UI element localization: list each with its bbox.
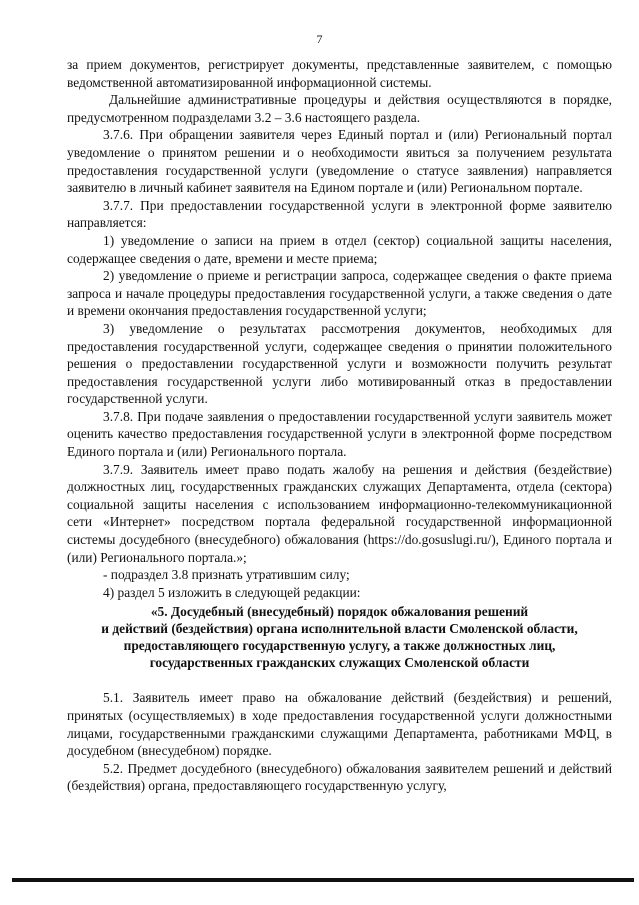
- list-item: 1) уведомление о записи на прием в отдел (сектор) социальной защиты населения, содержащее сведения о дате, времени и месте приема;: [67, 232, 612, 266]
- spacer: [67, 671, 612, 689]
- paragraph: 3.7.7. При предоставлении государственной услуги в электронной форме заявителю направляется:: [67, 197, 612, 231]
- bottom-rule: [12, 878, 634, 882]
- section-heading: [67, 603, 612, 671]
- paragraph: 4) раздел 5 изложить в следующей редакции:: [103, 584, 361, 600]
- heading-line: «5. Досудебный (внесудебный) порядок обжалования решений: [150, 604, 529, 620]
- paragraph: 5.2. Предмет досудебного (внесудебного) обжалования заявителем решений и действий (бездействия) органа, предоставляющего государственную услугу,: [67, 760, 612, 794]
- paragraph: 3.7.9. Заявитель имеет право подать жалобу на решения и действия (бездействие) должностных лиц, государственных гражданских служащих Департамента, отдела (сектора) социальной защиты населения с использованием информационно-телекоммуникационной сети «Интернет» посредством портала федеральной государственной информационной системы досудебного (внесудебного) обжалования (https://do.gosuslugi.ru/), Единого портала и (или) Регионального портала.»;: [67, 461, 612, 565]
- list-item: 3) уведомление о результатах рассмотрения документов, необходимых для предоставления государственной услуги, содержащее сведения о принятии положительного решения о предоставлении государственной услуги и возможности получить результат предоставления государственной услуги либо мотивированный отказ в предоставлении государственной услуги.: [67, 320, 612, 407]
- paragraph: 5.1. Заявитель имеет право на обжалование действий (бездействия) и решений, принятых (осуществляемых) в ходе предоставления государственной услуги должностными лицами, государственными гражданскими служащими Департамента, работниками МФЦ, в досудебном (внесудебном) порядке.: [67, 690, 612, 759]
- paragraph: за прием документов, регистрирует документы, представленные заявителем, с помощью ведомственной автоматизированной информационной системы.: [67, 57, 612, 90]
- page-number: 7: [316, 32, 323, 46]
- paragraph: 3.7.6. При обращении заявителя через Единый портал и (или) Региональный портал уведомление о принятом решении и о необходимости явиться за получением результата предоставления государственной услуги (уведомление о статусе заявления) направляется заявителю в личный кабинет заявителя на Едином портале и (или) Региональном портале.: [67, 127, 612, 196]
- paragraph: 3.7.8. При подаче заявления о предоставлении государственной услуги заявитель может оценить качество предоставления государственной услуги в электронной форме посредством Единого портала и (или) Регионального портала.: [67, 408, 612, 460]
- paragraph: Дальнейшие административные процедуры и действия осуществляются в порядке, предусмотренном подразделами 3.2 – 3.6 настоящего раздела.: [67, 92, 612, 125]
- document-body: [67, 56, 612, 795]
- paragraph: - подраздел 3.8 признать утратившим силу;: [103, 567, 350, 583]
- heading-line: предоставляющего государственную услугу, а также должностных лиц,: [123, 638, 556, 654]
- heading-line: и действий (бездействия) органа исполнительной власти Смоленской области,: [101, 621, 578, 637]
- list-item: 2) уведомление о приеме и регистрации запроса, содержащее сведения о факте приема запроса и начале процедуры предоставления государственной услуги, а также сведения о дате и времени окончания предоставления государственной услуги;: [67, 268, 612, 319]
- heading-line: государственных гражданских служащих Смоленской области: [149, 655, 530, 671]
